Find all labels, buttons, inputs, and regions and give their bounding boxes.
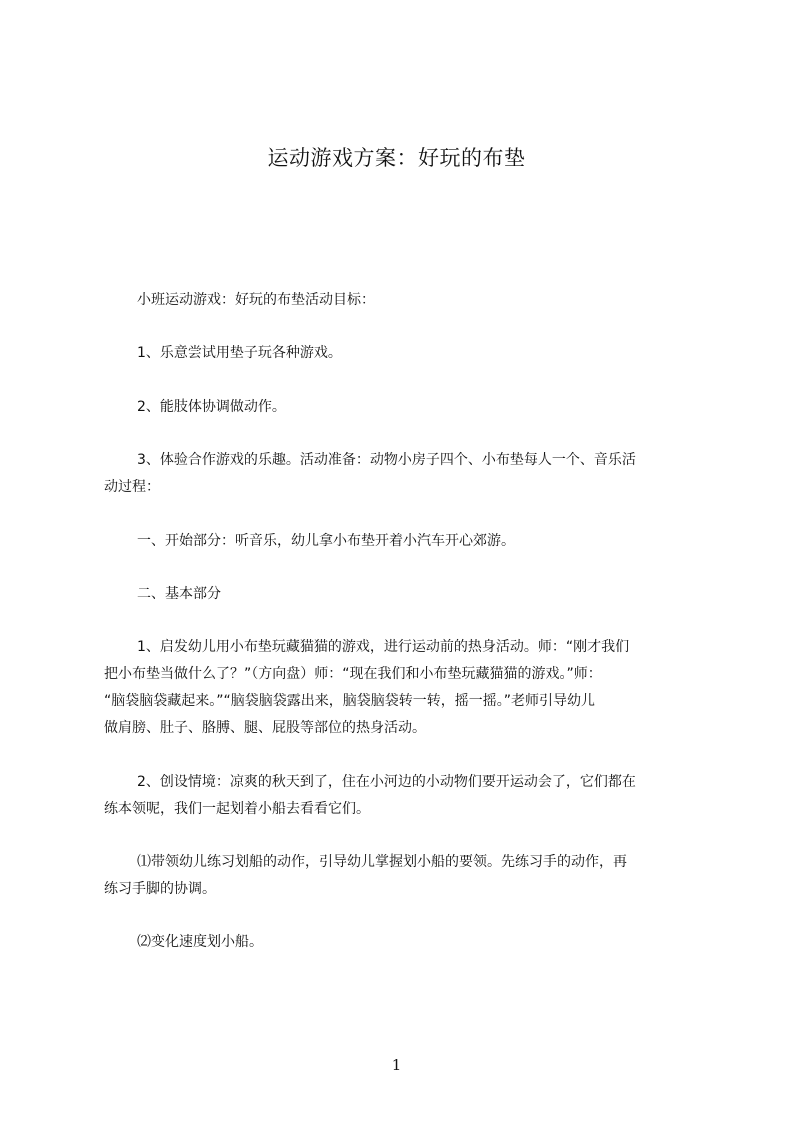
paragraph-substep-2	[137, 929, 263, 956]
text-line: 1、乐意尝试用垫子玩各种游戏。	[137, 345, 342, 361]
page-number: 1	[391, 1056, 402, 1074]
paragraph-objective-3	[104, 447, 636, 501]
document-title: 运动游戏方案：好玩的布垫	[267, 146, 526, 170]
text-line: ⑴带领幼儿练习划船的动作，引导幼儿掌握划小船的要领。先练习手的动作，再	[137, 854, 627, 870]
text-line: 做肩膀、肚子、胳膊、腿、屁股等部位的热身活动。	[104, 720, 426, 736]
text-line: ⑵变化速度划小船。	[137, 934, 263, 950]
paragraph-part-two-heading	[137, 581, 221, 608]
text-line: 小班运动游戏：好玩的布垫活动目标：	[137, 292, 375, 308]
text-line: 把小布垫当做什么了？”（方向盘）师：“现在我们和小布垫玩藏猫猫的游戏。”师：	[104, 666, 602, 682]
text-line: 动过程：	[104, 479, 160, 495]
text-line: 一、开始部分：听音乐，幼儿拿小布垫开着小汽车开心郊游。	[137, 533, 515, 549]
paragraph-objective-1	[137, 340, 342, 367]
paragraph-objective-2	[137, 394, 286, 421]
text-line: 2、创设情境：凉爽的秋天到了，住在小河边的小动物们要开运动会了，它们都在	[137, 774, 636, 790]
text-line: 练习手脚的协调。	[104, 881, 216, 897]
text-line: 1、启发幼儿用小布垫玩藏猫猫的游戏，进行运动前的热身活动。师：“刚才我们	[137, 639, 630, 655]
paragraph-objectives-heading	[137, 287, 375, 314]
text-line: 练本领呢，我们一起划着小船去看看它们。	[104, 801, 370, 817]
text-line: 二、基本部分	[137, 586, 221, 602]
paragraph-part-one	[137, 528, 515, 555]
text-line: 3、体验合作游戏的乐趣。活动准备：动物小房子四个、小布垫每人一个、音乐活	[137, 452, 636, 468]
paragraph-substep-1	[104, 849, 627, 903]
text-line: 2、能肢体协调做动作。	[137, 399, 286, 415]
paragraph-step-2	[104, 769, 636, 823]
paragraph-step-1	[104, 634, 629, 742]
text-line: “脑袋脑袋藏起来。”“脑袋脑袋露出来，脑袋脑袋转一转，摇一摇。”老师引导幼儿	[104, 693, 596, 709]
